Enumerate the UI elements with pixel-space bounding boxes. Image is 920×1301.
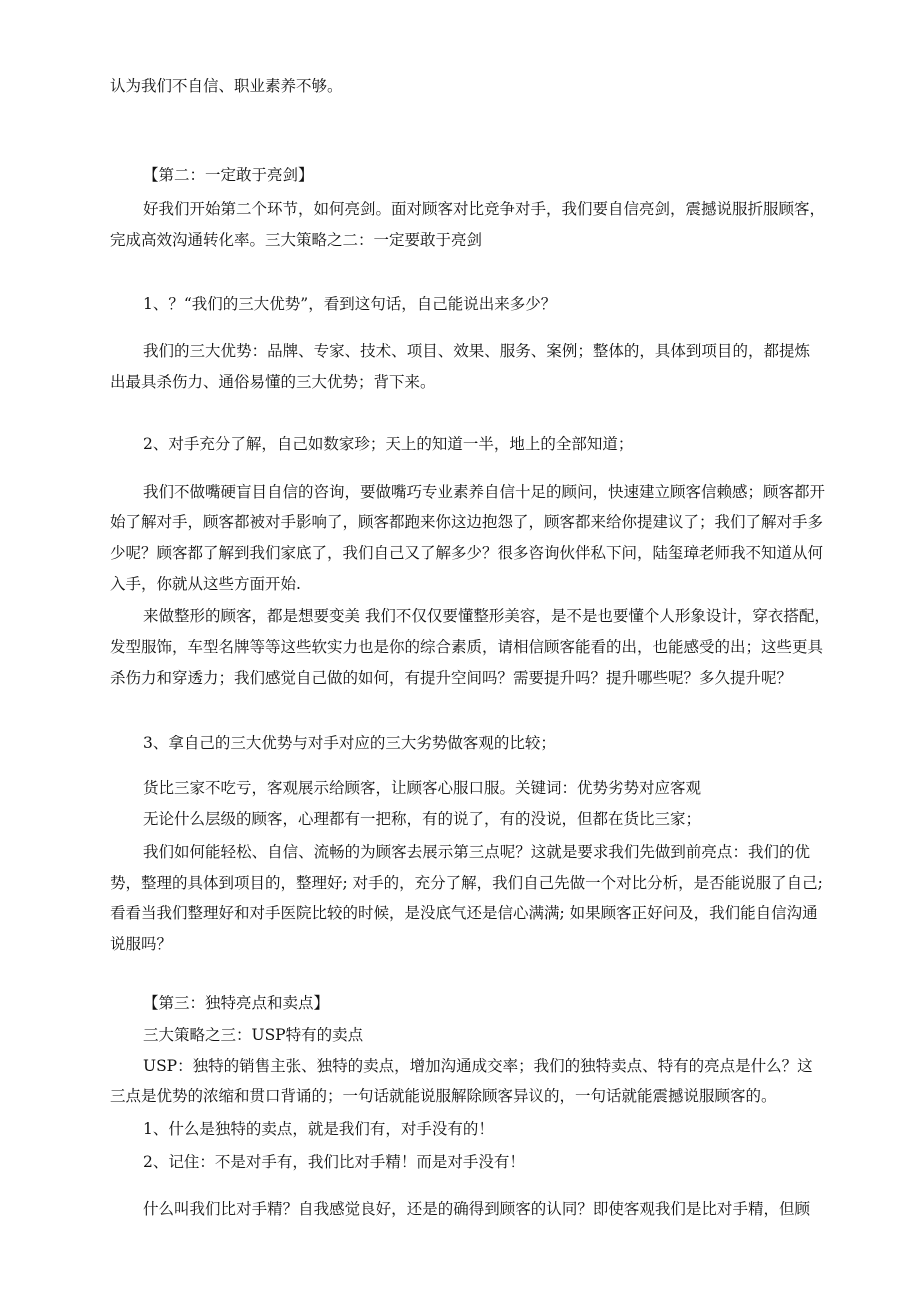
- item3-paragraph-2: 无论什么层级的顾客，心理都有一把称，有的说了，有的没说，但都在货比三家；: [143, 810, 702, 828]
- usp-line-1: USP：独特的销售主张、独特的卖点，增加沟通成交率；我们的独特卖点、特有的亮点是什么？这: [143, 1057, 813, 1075]
- section3-last-line: 什么叫我们比对手精？自我感觉良好，还是的确得到顾客的认同？即使客观我们是比对手精，但顾: [143, 1200, 810, 1218]
- item1-title: 1、？“我们的三大优势”，看到这句话，自己能说出来多少？: [143, 295, 557, 313]
- item1-body-line-2: 出最具杀伤力、通俗易懂的三大优势；背下来。: [110, 373, 436, 391]
- item2-body-line-4: 入手，你就从这些方面开始.: [110, 575, 301, 593]
- intro-tail: 认为我们不自信、职业素养不够。: [110, 77, 343, 95]
- item3-title: 3、拿自己的三大优势与对手对应的三大劣势做客观的比较；: [143, 734, 556, 752]
- item2-body-line-1: 我们不做嘴硬盲目自信的咨询，要做嘴巧专业素养自信十足的顾问，快速建立顾客信赖感；顾客都开: [143, 483, 826, 501]
- item2-body2-line-1: 来做整形的顾客，都是想要变美 我们不仅仅要懂整形美容，是不是也要懂个人形象设计，穿衣搭配，: [143, 607, 830, 625]
- item1-body-line-1: 我们的三大优势：品牌、专家、技术、项目、效果、服务、案例；整体的，具体到项目的，都提炼: [143, 342, 810, 360]
- usp-line-2: 三点是优势的浓缩和贯口背诵的；一句话就能说服解除顾客异议的，一句话就能震撼说服顾客的。: [110, 1087, 777, 1105]
- item3-paragraph-3-line-1: 我们如何能轻松、自信、流畅的为顾客去展示第三点呢？这就是要求我们先做到前亮点：我们的优: [143, 843, 810, 861]
- item3-paragraph-3-line-2: 势，整理的具体到项目的，整理好; 对手的，充分了解，我们自己先做一个对比分析，是否能说服了自己;: [110, 874, 823, 892]
- usp-point-2: 2、记住：不是对手有，我们比对手精！而是对手没有！: [143, 1153, 525, 1171]
- usp-point-1: 1、什么是独特的卖点，就是我们有，对手没有的！: [143, 1120, 494, 1138]
- item2-title: 2、对手充分了解，自己如数家珍；天上的知道一半，地上的全部知道；: [143, 435, 634, 453]
- section2-intro-line-2: 完成高效沟通转化率。三大策略之二：一定要敢于亮剑: [110, 231, 483, 249]
- section3-strategy: 三大策略之三：USP特有的卖点: [143, 1026, 364, 1044]
- item2-body-line-3: 少呢？顾客都了解到我们家底了，我们自己又了解多少？很多咨询伙伴私下问，陆玺璋老师我不知道从何: [110, 544, 824, 562]
- item2-body2-line-2: 发型服饰，车型名牌等等这些软实力也是你的综合素质，请相信顾客能看的出，也能感受的出；这些更具: [110, 638, 824, 656]
- item3-paragraph-3-line-4: 说服吗？: [110, 935, 173, 953]
- section3-heading: 【第三：独特亮点和卖点】: [143, 994, 330, 1012]
- item3-paragraph-3-line-3: 看看当我们整理好和对手医院比较的时候，是没底气还是信心满满; 如果顾客正好问及，我们能自信沟通: [110, 904, 818, 922]
- item2-body-line-2: 始了解对手，顾客都被对手影响了，顾客都跑来你这边抱怨了，顾客都来给你提建议了；我们了解对手多: [110, 513, 824, 531]
- item2-body2-line-3: 杀伤力和穿透力；我们感觉自己做的如何，有提升空间吗？需要提升吗？提升哪些呢？多久提升呢？: [110, 669, 793, 687]
- section2-intro-line-1: 好我们开始第二个环节，如何亮剑。面对顾客对比竞争对手，我们要自信亮剑，震撼说服折服顾客，: [143, 200, 826, 218]
- item3-paragraph-1: 货比三家不吃亏，客观展示给顾客，让顾客心服口服。关键词：优势劣势对应客观: [143, 779, 702, 797]
- section2-heading: 【第二：一定敢于亮剑】: [143, 166, 314, 184]
